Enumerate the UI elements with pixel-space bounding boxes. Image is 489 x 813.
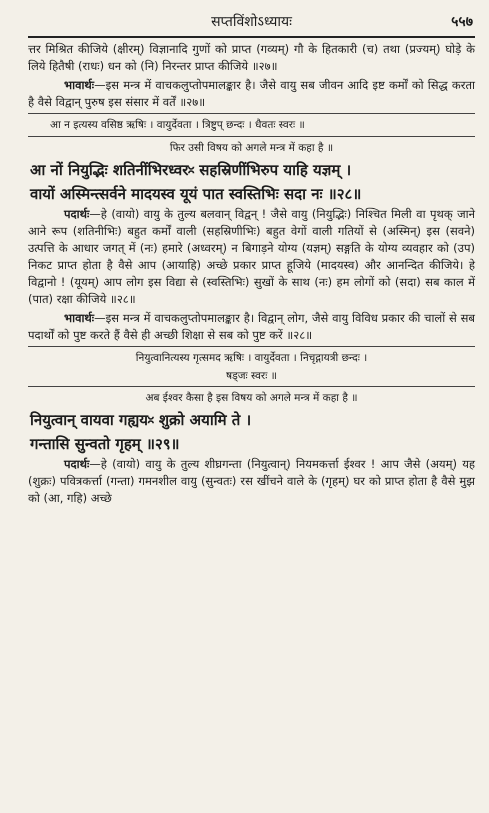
mantra-line-28b: वायों अस्मिन्त्सर्वने मादयस्व यूयं पात स्वस्तिभिः सदा नः ॥२८॥ — [30, 185, 362, 203]
padartha-label: पदार्थः — [64, 207, 90, 221]
bhavartha-label: भावार्थः — [64, 78, 95, 92]
divider — [28, 346, 475, 347]
divider — [28, 386, 475, 387]
bhavartha-27 — [28, 77, 475, 111]
padartha-label: पदार्थः — [64, 457, 90, 471]
mantra-meta-29-swara: षड्जः स्वरः ॥ — [226, 370, 277, 382]
divider — [28, 113, 475, 114]
divider — [28, 136, 475, 137]
bhavartha-text: —इस मन्त्र में वाचकलुप्तोपमालङ्कार है। विद्वान् लोग, जैसे वायु विविध प्रकार की चालों से सब पदार्थों को पुष्ट करते हैं वैसे ही अच्छी शिक्षा से सब को पुष्ट करें ॥२८॥ — [28, 311, 475, 342]
padartha-text: —हे (वायो) वायु के तुल्य बलवान् विद्वन् ! जैसे वायु (नियुद्भिः) निश्चित मिली वा पृथक् जाने आने रूप (शतिनीभिः) बहुत कर्मों वाली (सहस्रिणीभिः) बहुत वेगों वाली गतियों से (अस्मिन्) इस (सवने) उत्पत्ति के आधार जगत् में (नः) हमारे (अध्वरम्) न बिगाड़ने योग्य (यज्ञम्) सङ्गति के योग्य व्यवहार को (उप) निकट प्राप्त होता है वैसे आप (आयाहि) अच्छे प्रकार प्राप्त हूजिये (मादयस्व) और आनन्दित कीजिये। हे विद्वानो ! (यूयम्) आप लोग इस विद्या से (स्वस्तिभिः) सुखों के साथ (नः) हम लोगों को (सदा) सब काल में (पात) रक्षा कीजिये ॥२८॥ — [28, 207, 475, 306]
mantra-meta-29: नियुत्वानित्यस्य गृत्समद ऋषिः । वायुर्देवता । निचृद्गायत्री छन्दः । — [135, 352, 368, 364]
intro-line-28: फिर उसी विषय को अगले मन्त्र में कहा है ॥ — [169, 142, 334, 154]
bhavartha-label: भावार्थः — [64, 311, 95, 325]
padartha-28 — [28, 206, 475, 308]
mantra-meta-28: आ न इत्यस्य वसिष्ठ ऋषिः । वायुर्देवता । त्रिष्टुप् छन्दः । धैवतः स्वरः ॥ — [50, 119, 305, 131]
chapter-title: सप्तविंशोऽध्यायः — [211, 14, 292, 30]
padartha-29 — [28, 456, 475, 507]
page-number: ५५७ — [451, 14, 473, 30]
bhavartha-text: —इस मन्त्र में वाचकलुप्तोपमालङ्कार है। जैसे वायु सब जीवन आदि इष्ट कर्मों को सिद्ध करता है वैसे विद्वान् पुरुष इस संसार में वर्तें ॥२७॥ — [28, 78, 475, 109]
padartha-text: —हे (वायो) वायु के तुल्य शीघ्रगन्ता (नियुत्वान्) नियमकर्त्ता ईश्वर ! आप जैसे (अयम्) यह (शुक्रः) पवित्रकर्त्ता (गन्ता) गमनशील वायु (सुन्वतः) रस खींचने वाले के (गृहम्) घर को प्राप्त होता है वैसे मुझ को (आ, गहि) अच्छे — [28, 457, 475, 505]
paragraph-continued: त्तर मिश्रित कीजिये (क्षीरम्) विज्ञानादि गुणों को प्राप्त (गव्यम्) गौ के हितकारी (च) तथा (प्रज्यम्) घोड़े के लिये हितैषी (राधः) धन को (नि) निरन्तर प्राप्त कीजिये ॥२७॥ — [28, 42, 475, 73]
mantra-line-29a: नियुत्वान् वायवा गह्ययᳲ शुक्रो अयामि ते । — [30, 411, 252, 429]
mantra-line-29b: गन्तासि सुन्वतो गृहम् ॥२९॥ — [30, 435, 180, 453]
intro-line-29: अब ईश्वर कैसा है इस विषय को अगले मन्त्र में कहा है ॥ — [145, 392, 358, 404]
page-header — [28, 10, 475, 38]
bhavartha-28 — [28, 310, 475, 344]
mantra-line-28a: आ नों नियुद्भिः शतिनींभिरध्वरᳲ सहस्रिणींभिरुप याहि यज्ञम् । — [30, 161, 352, 179]
